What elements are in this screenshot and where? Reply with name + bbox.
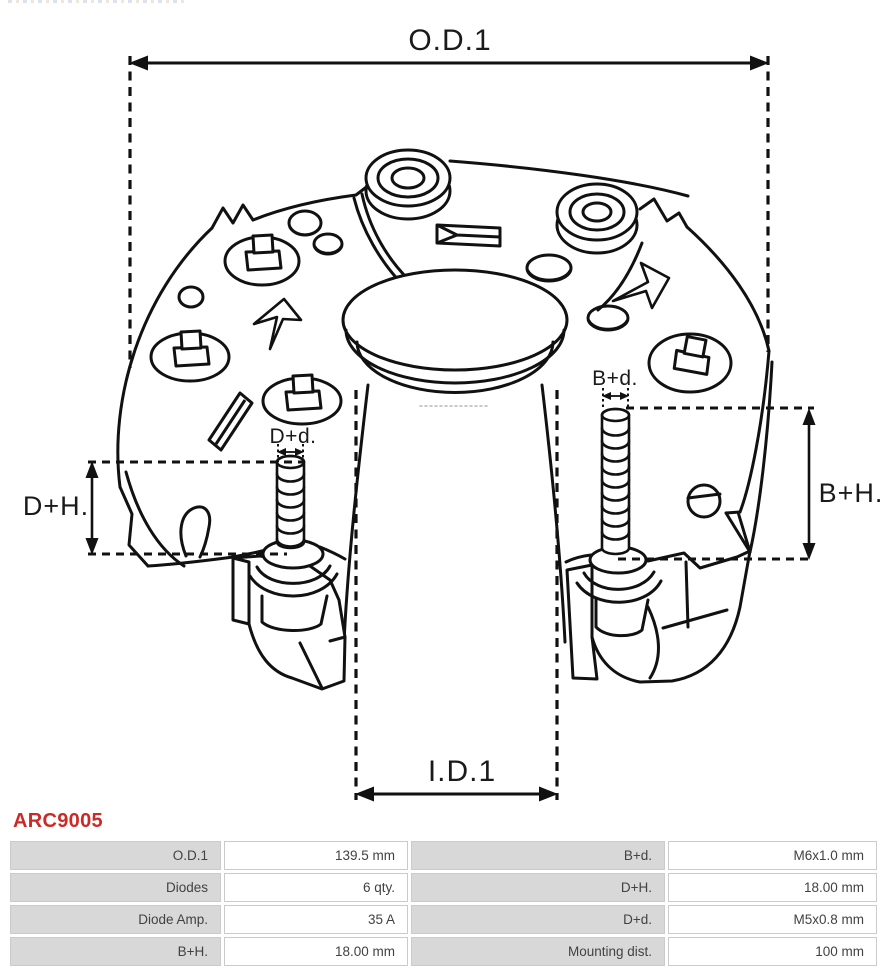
spec-label-mounting-dist: Mounting dist. xyxy=(411,937,665,966)
diode-pad-2 xyxy=(151,331,229,381)
spec-value-dh: 18.00 mm xyxy=(668,873,877,902)
dimension-bh xyxy=(618,408,883,560)
diode-pad-1 xyxy=(225,235,299,285)
spec-label-dh: D+H. xyxy=(411,873,665,902)
left-foot xyxy=(233,540,345,689)
part-number-text: ARC9005 xyxy=(13,810,103,832)
spec-value-mounting-dist: 100 mm xyxy=(668,937,877,966)
cast-arrow-left xyxy=(254,299,301,349)
dim-label-bh: B+H. xyxy=(818,478,884,508)
spec-value-diodes: 6 qty. xyxy=(224,873,408,902)
spec-label-bd: B+d. xyxy=(411,841,665,870)
spec-label-diode-amp: Diode Amp. xyxy=(10,905,221,934)
grommet-top-center xyxy=(366,150,450,219)
spec-label-diodes: Diodes xyxy=(10,873,221,902)
dimension-dh xyxy=(23,461,303,555)
stud-d-plus xyxy=(277,456,304,548)
spec-table xyxy=(10,841,877,966)
dimension-bd xyxy=(592,367,638,408)
diode-pad-3 xyxy=(263,375,341,424)
spec-value-diode-amp: 35 A xyxy=(224,905,408,934)
dim-label-id1: I.D.1 xyxy=(427,755,497,788)
spec-value-bh: 18.00 mm xyxy=(224,937,408,966)
dim-label-bd: B+d. xyxy=(592,367,638,390)
spec-label-od1: O.D.1 xyxy=(10,841,221,870)
spec-value-bd: M6x1.0 mm xyxy=(668,841,877,870)
spec-label-dd: D+d. xyxy=(411,905,665,934)
dim-label-dd: D+d. xyxy=(269,425,317,448)
diode-pad-4 xyxy=(635,315,744,411)
stud-b-plus xyxy=(602,409,629,554)
dim-label-dh: D+H. xyxy=(22,491,90,521)
center-tube xyxy=(343,270,567,642)
dimension-id1 xyxy=(355,390,558,802)
slotted-screw-hole xyxy=(688,485,720,517)
spec-value-od1: 139.5 mm xyxy=(224,841,408,870)
right-foot xyxy=(567,547,750,682)
spec-label-bh: B+H. xyxy=(10,937,221,966)
grommet-top-right xyxy=(557,184,637,253)
dim-label-od1: O.D.1 xyxy=(408,24,492,57)
spec-value-dd: M5x0.8 mm xyxy=(668,905,877,934)
